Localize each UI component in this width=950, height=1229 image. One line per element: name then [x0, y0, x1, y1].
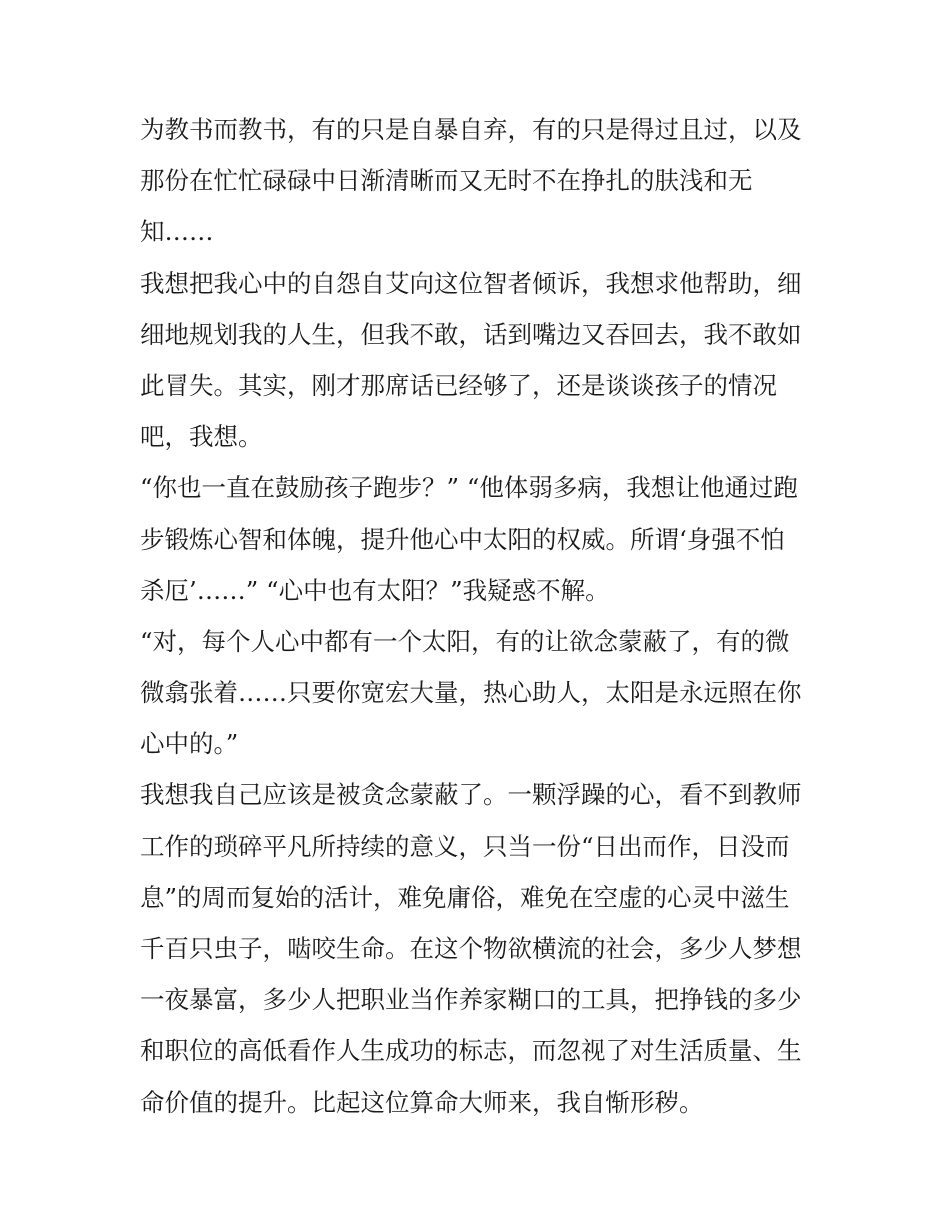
text-line: 吧，我想。 — [140, 422, 263, 452]
body-text — [140, 104, 820, 1128]
text-line: 和职位的高低看作人生成功的标志，而忽视了对生活质量、生 — [140, 1036, 802, 1066]
text-line: 为教书而教书，有的只是自暴自弃，有的只是得过且过，以及 — [140, 115, 802, 144]
text-line: 那份在忙忙碌碌中日渐清晰而又无时不在挣扎的肤浅和无 — [140, 166, 753, 196]
text-line: 细地规划我的人生，但我不敢，话到嘴边又吞回去，我不敢如 — [140, 319, 802, 349]
text-line: 微翕张着……只要你宽宏大量，热心助人，太阳是永远照在你 — [140, 678, 802, 708]
text-line: 命价值的提升。比起这位算命大师来，我自惭形秽。 — [140, 1087, 704, 1117]
text-line: 此冒失。其实，刚才那席话已经够了，还是谈谈孩子的情况 — [140, 370, 777, 400]
text-line: 息”的周而复始的活计，难免庸俗，难免在空虚的心灵中滋生 — [140, 882, 790, 912]
text-line: “对，每个人心中都有一个太阳，有的让欲念蒙蔽了，有的微 — [140, 626, 790, 656]
text-line: 我想我自己应该是被贪念蒙蔽了。一颗浮躁的心，看不到教师 — [140, 780, 802, 810]
text-line: 工作的琐碎平凡所持续的意义，只当一份“日出而作，日没而 — [140, 831, 790, 861]
text-line: 知…… — [140, 217, 214, 247]
text-line: 心中的。” — [140, 729, 239, 759]
text-line: 一夜暴富，多少人把职业当作养家糊口的工具，把挣钱的多少 — [140, 985, 802, 1015]
text-line: 我想把我心中的自怨自艾向这位智者倾诉，我想求他帮助，细 — [140, 268, 802, 298]
text-line: “你也一直在鼓励孩子跑步？” “他体弱多病，我想让他通过跑 — [140, 473, 798, 503]
text-line: 杀厄’……” “心中也有太阳？”我疑惑不解。 — [140, 575, 610, 605]
text-line: 步锻炼心智和体魄，提升他心中太阳的权威。所谓‘身强不怕 — [140, 524, 785, 554]
text-line: 千百只虫子，啮咬生命。在这个物欲横流的社会，多少人梦想 — [140, 934, 802, 963]
